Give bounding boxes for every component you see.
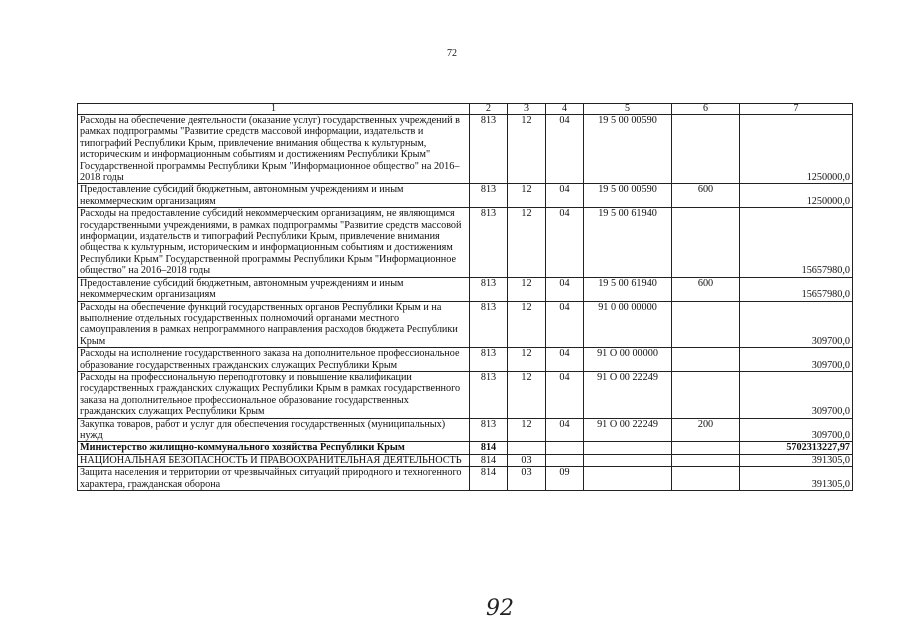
table-row [78,115,853,184]
row-name-cell: Расходы на предоставление субсидий некоммерческим организациям, не являющимся государственными учреждениями, в рамках подпрограммы "Развитие средств массовой информации, издательств и типографий Республики Крым, привлечение внимания общества к культурным, историческим и информационным событиям и достижениям Республики Крым" Государственной программы Республики Крым "Информационное общество" на 2016–2018 годы [78,208,470,277]
row-subsection-cell: 04 [546,418,584,442]
row-name-cell: Расходы на профессиональную переподготовку и повышение квалификации государственных гражданских служащих Республики Крым в рамках государственного заказа на дополнительное профессиональное образование государственных гражданских служащих Республики Крым [78,371,470,418]
table-row [78,277,853,301]
row-expense-type-cell [672,348,740,372]
row-subsection-cell: 04 [546,348,584,372]
row-subsection-cell [546,442,584,454]
row-expense-type-cell [672,208,740,277]
table-row [78,442,853,454]
row-subsection-cell: 04 [546,371,584,418]
row-name-cell: Предоставление субсидий бюджетным, автономным учреждениям и иным некоммерческим организациям [78,277,470,301]
row-section-cell: 03 [508,454,546,466]
row-code-cell: 814 [470,454,508,466]
row-expense-type-cell: 200 [672,418,740,442]
row-target-article-cell [584,442,672,454]
row-name-cell: Расходы на обеспечение деятельности (оказание услуг) государственных учреждений в рамках подпрограммы "Развитие средств массовой информации, издательств и типографий Республики Крым, привлечение внимания общества к культурным, историческим и информационным событиям и достижениям Республики Крым" Государственной программы Республики Крым "Информационное общество" на 2016–2018 годы [78,115,470,184]
row-code-cell: 813 [470,348,508,372]
row-code-cell: 814 [470,467,508,491]
row-amount-cell: 1250000,0 [740,184,853,208]
row-code-cell: 814 [470,442,508,454]
handwritten-page-mark: 92 [486,596,514,621]
row-name-cell: Министерство жилищно-коммунального хозяйства Республики Крым [78,442,470,454]
row-code-cell: 813 [470,208,508,277]
row-code-cell: 813 [470,418,508,442]
row-section-cell [508,442,546,454]
row-target-article-cell: 91 О 00 00000 [584,348,672,372]
row-target-article-cell: 91 О 00 22249 [584,418,672,442]
row-name-cell: Предоставление субсидий бюджетным, автономным учреждениям и иным некоммерческим организациям [78,184,470,208]
row-code-cell: 813 [470,115,508,184]
row-target-article-cell: 91 О 00 22249 [584,371,672,418]
row-amount-cell: 309700,0 [740,418,853,442]
table-row [78,301,853,348]
header-cell: 6 [672,104,740,115]
row-expense-type-cell [672,371,740,418]
row-target-article-cell: 19 5 00 61940 [584,208,672,277]
row-name-cell: Расходы на исполнение государственного заказа на дополнительное профессиональное образование государственных гражданских служащих Республики Крым [78,348,470,372]
row-amount-cell: 309700,0 [740,301,853,348]
row-section-cell: 12 [508,208,546,277]
row-subsection-cell: 09 [546,467,584,491]
header-cell: 3 [508,104,546,115]
table-header-row [78,104,853,115]
row-amount-cell: 391305,0 [740,454,853,466]
row-subsection-cell: 04 [546,184,584,208]
budget-table [77,103,853,491]
row-section-cell: 03 [508,467,546,491]
row-expense-type-cell [672,301,740,348]
row-name-cell: Закупка товаров, работ и услуг для обеспечения государственных (муниципальных) нужд [78,418,470,442]
row-subsection-cell: 04 [546,208,584,277]
row-section-cell: 12 [508,348,546,372]
row-target-article-cell [584,454,672,466]
row-expense-type-cell [672,454,740,466]
row-section-cell: 12 [508,277,546,301]
row-amount-cell: 15657980,0 [740,277,853,301]
table-row [78,208,853,277]
row-subsection-cell: 04 [546,301,584,348]
row-section-cell: 12 [508,115,546,184]
row-amount-cell: 309700,0 [740,371,853,418]
header-cell: 5 [584,104,672,115]
header-cell: 2 [470,104,508,115]
table-row [78,467,853,491]
row-expense-type-cell [672,442,740,454]
row-subsection-cell: 04 [546,115,584,184]
row-amount-cell: 391305,0 [740,467,853,491]
row-amount-cell: 309700,0 [740,348,853,372]
row-code-cell: 813 [470,301,508,348]
row-expense-type-cell: 600 [672,184,740,208]
table-row [78,418,853,442]
header-cell: 4 [546,104,584,115]
row-name-cell: Защита населения и территории от чрезвычайных ситуаций природного и техногенного характера, гражданская оборона [78,467,470,491]
page-number: 72 [447,48,457,59]
table-row [78,454,853,466]
row-section-cell: 12 [508,301,546,348]
row-target-article-cell: 19 5 00 00590 [584,184,672,208]
header-cell: 7 [740,104,853,115]
row-name-cell: Расходы на обеспечение функций государственных органов Республики Крым и на выполнение отдельных государственных полномочий органами местного самоуправления в рамках непрограммного направления расходов бюджета Республики Крым [78,301,470,348]
row-subsection-cell: 04 [546,277,584,301]
row-target-article-cell [584,467,672,491]
row-expense-type-cell [672,115,740,184]
row-subsection-cell [546,454,584,466]
row-expense-type-cell: 600 [672,277,740,301]
row-code-cell: 813 [470,184,508,208]
table-row [78,184,853,208]
row-target-article-cell: 19 5 00 61940 [584,277,672,301]
row-amount-cell: 5702313227,97 [740,442,853,454]
row-amount-cell: 15657980,0 [740,208,853,277]
row-target-article-cell: 91 0 00 00000 [584,301,672,348]
header-cell: 1 [78,104,470,115]
row-section-cell: 12 [508,371,546,418]
row-name-cell: НАЦИОНАЛЬНАЯ БЕЗОПАСНОСТЬ И ПРАВООХРАНИТЕЛЬНАЯ ДЕЯТЕЛЬНОСТЬ [78,454,470,466]
row-section-cell: 12 [508,418,546,442]
table-row [78,348,853,372]
row-section-cell: 12 [508,184,546,208]
row-code-cell: 813 [470,371,508,418]
row-expense-type-cell [672,467,740,491]
row-amount-cell: 1250000,0 [740,115,853,184]
row-target-article-cell: 19 5 00 00590 [584,115,672,184]
row-code-cell: 813 [470,277,508,301]
table-row [78,371,853,418]
